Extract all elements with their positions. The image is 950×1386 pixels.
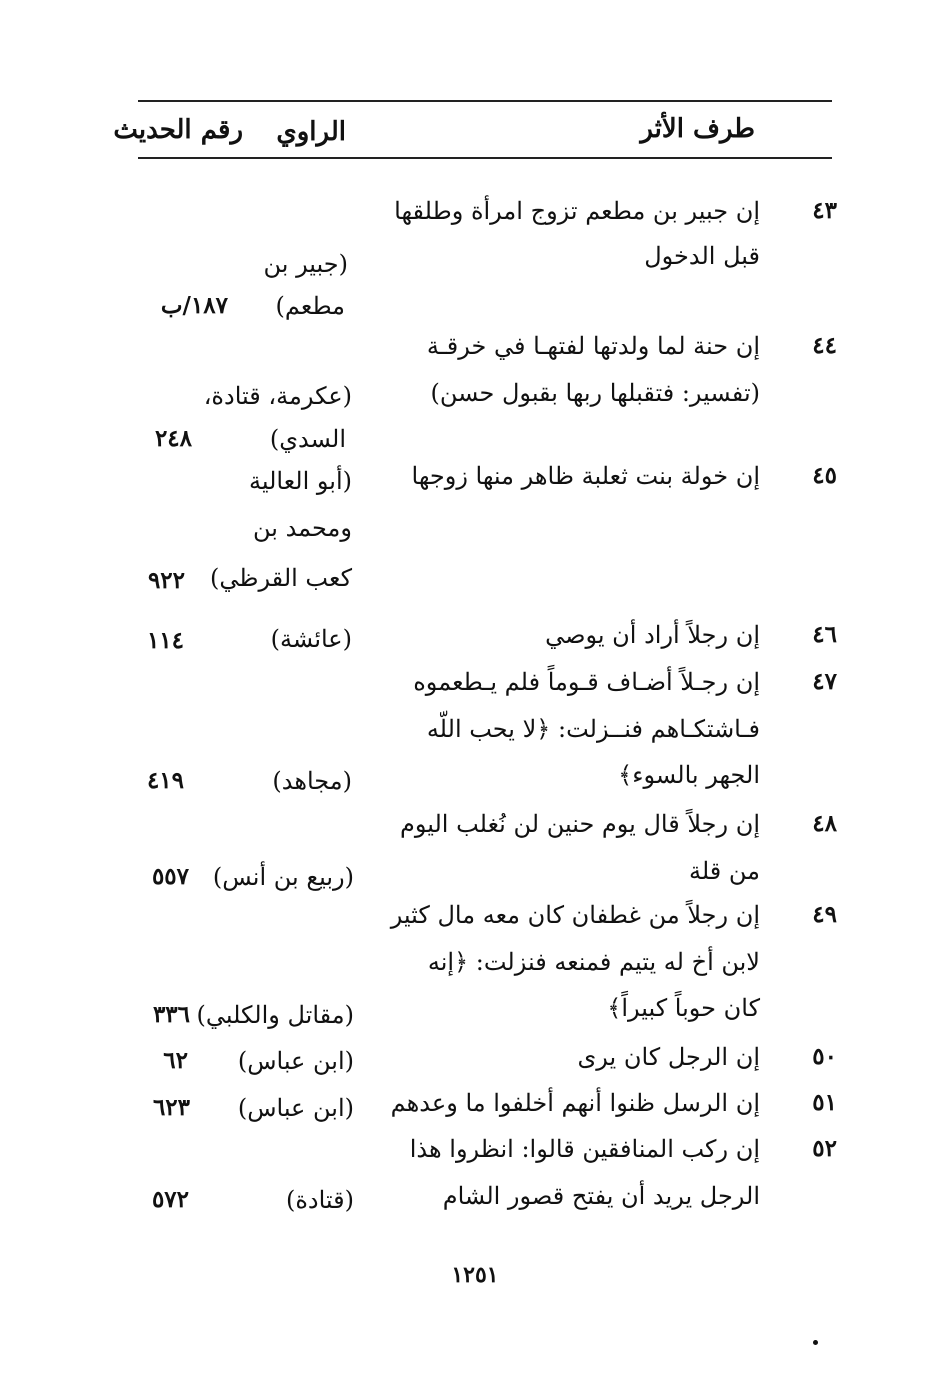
print-speck (813, 1340, 818, 1345)
athar-text-line: إن رجلاً أراد أن يوصي (545, 621, 760, 649)
athar-text-line: إن الرسل ظنوا أنهم أخلفوا ما وعدهم (390, 1089, 760, 1117)
entry-number: ٥٢ (812, 1135, 837, 1162)
entry-number: ٤٦ (812, 621, 837, 648)
entry-number: ٤٥ (812, 462, 837, 489)
header-top-rule (138, 100, 832, 102)
rawi-text-line: كعب القرظي) (209, 564, 352, 592)
column-header-athar: طرف الأثر (640, 114, 755, 144)
hadith-number: ١١٤ (146, 627, 184, 654)
rawi-text-line: السدي) (269, 425, 346, 453)
hadith-number: ٦٢٣ (152, 1094, 190, 1121)
hadith-number: ٥٧٢ (151, 1186, 189, 1213)
entry-number: ٤٤ (812, 332, 837, 359)
rawi-text-line: (ابن عباس) (237, 1047, 354, 1075)
entry-number: ٤٩ (812, 901, 837, 928)
athar-text-line: إن جبير بن مطعم تزوج امرأة وطلقها (394, 197, 760, 225)
athar-text-line: الجهر بالسوء﴾ (618, 761, 760, 789)
athar-text-line: إن رجلاً قال يوم حنين لن نُغلب اليوم (399, 810, 760, 838)
rawi-text-line: (مجاهد) (272, 767, 352, 795)
athar-text-line: كان حوباً كبيراً﴾ (607, 994, 760, 1022)
hadith-number: ١٨٧/ب (160, 292, 228, 319)
hadith-number: ٣٣٦ (152, 1001, 190, 1028)
hadith-number: ٤١٩ (146, 767, 184, 794)
athar-text-line: إن رجـلاً أضـاف قـوماً فلم يـطعموه (413, 668, 760, 696)
athar-text-line: إن ركب المنافقين قالوا: انظروا هذا (409, 1135, 760, 1163)
athar-text-line: إن الرجل كان يرى (577, 1043, 760, 1071)
hadith-number: ٥٥٧ (151, 863, 189, 890)
rawi-text-line: (ربيع بن أنس) (212, 863, 354, 891)
column-header-hadith-number: رقم الحديث (113, 115, 243, 145)
entry-number: ٤٨ (812, 810, 837, 837)
rawi-text-line: (عائشة) (270, 625, 352, 653)
hadith-number: ٦٢ (163, 1047, 188, 1074)
athar-text-line: قبل الدخول (644, 242, 760, 270)
hadith-number: ٩٢٢ (147, 567, 185, 594)
athar-text-line: إن خولة بنت ثعلبة ظاهر منها زوجها (411, 462, 760, 490)
entry-number: ٤٣ (812, 197, 837, 224)
athar-text-line: إن حنة لما ولدتها لفتهـا في خرقـة (426, 332, 760, 360)
column-header-rawi: الراوي (276, 117, 346, 147)
athar-text-line: (تفسير: فتقبلها ربها بقبول حسن) (430, 379, 760, 407)
athar-text-line: إن رجلاً من غطفان كان معه مال كثير (390, 901, 760, 929)
entry-number: ٥١ (812, 1089, 837, 1116)
rawi-text-line: (جبير بن (263, 250, 348, 278)
rawi-text-line: مطعم) (275, 292, 345, 320)
hadith-number: ٢٤٨ (154, 425, 192, 452)
athar-text-line: لابن أخ له يتيم فمنعه فنزلت: ﴿إنه (427, 948, 760, 976)
rawi-text-line: ومحمد بن (253, 514, 352, 542)
rawi-text-line: (ابن عباس) (237, 1094, 354, 1122)
header-bottom-rule (138, 157, 832, 159)
page-number: ١٢٥١ (451, 1262, 499, 1288)
athar-text-line: من قلة (688, 857, 760, 885)
rawi-text-line: (أبو العالية (248, 467, 352, 495)
entry-number: ٥٠ (812, 1043, 837, 1070)
entry-number: ٤٧ (812, 668, 837, 695)
rawi-text-line: (قتادة) (285, 1186, 354, 1214)
athar-text-line: فـاشتكـاهم فنــزلت: ﴿لا يحب اللّه (426, 715, 760, 743)
rawi-text-line: (عكرمة، قتادة، (203, 382, 352, 410)
athar-text-line: الرجل يريد أن يفتح قصور الشام (442, 1182, 760, 1210)
rawi-text-line: (مقاتل والكلبي) (196, 1001, 354, 1029)
